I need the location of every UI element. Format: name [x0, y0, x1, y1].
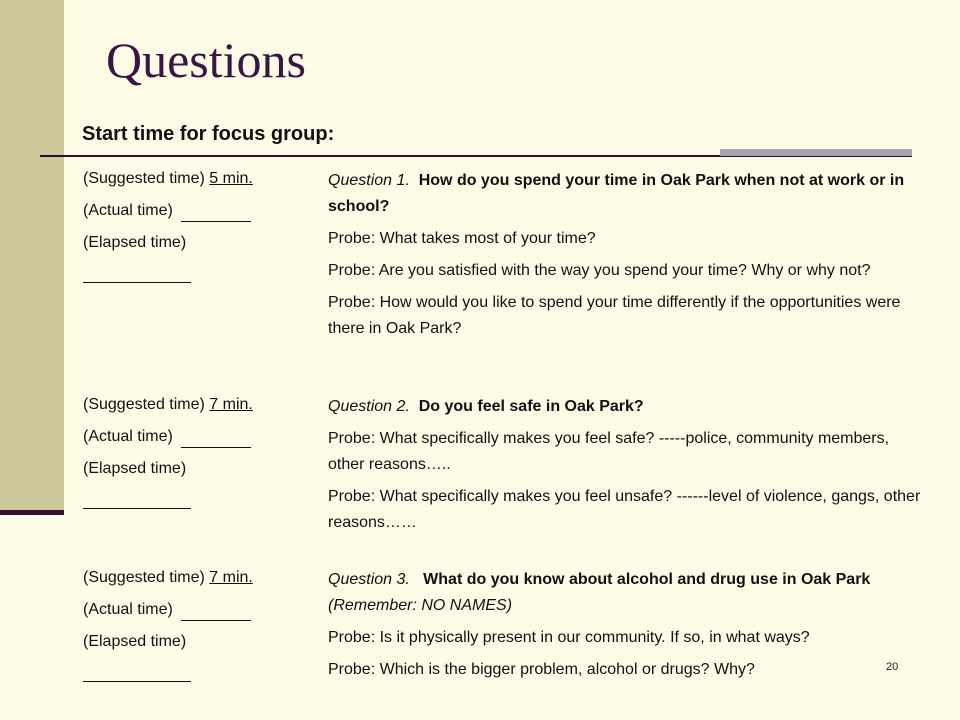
elapsed-time-blank	[83, 264, 191, 283]
elapsed-time-row	[83, 631, 319, 663]
elapsed-time-label: (Elapsed time)	[83, 460, 187, 477]
actual-time-blank	[181, 205, 251, 222]
suggested-time-label: (Suggested time)	[83, 170, 205, 187]
question-text: What do you know about alcohol and drug use in Oak Park	[423, 571, 871, 588]
suggested-time-row	[83, 567, 319, 599]
question-content-1	[328, 168, 928, 348]
elapsed-time-blank-row	[83, 264, 319, 296]
time-tracker-2	[83, 394, 319, 522]
actual-time-row	[83, 426, 319, 458]
actual-time-blank	[181, 604, 251, 621]
elapsed-time-blank-row	[83, 663, 319, 695]
question-text: Do you feel safe in Oak Park?	[418, 398, 644, 415]
probe: Probe: How would you like to spend your time differently if the opportunities were there in Oak Park?	[328, 294, 901, 337]
actual-time-row	[83, 599, 319, 631]
actual-time-label: (Actual time)	[83, 601, 173, 618]
question-heading	[328, 567, 928, 619]
question-heading	[328, 394, 928, 420]
slide-title: Questions	[106, 32, 306, 88]
question-note: (Remember: NO NAMES)	[328, 597, 513, 614]
elapsed-time-label: (Elapsed time)	[83, 633, 187, 650]
elapsed-time-blank	[83, 663, 191, 682]
actual-time-row	[83, 200, 319, 232]
probe: Probe: What specifically makes you feel unsafe? ------level of violence, gangs, other reasons……	[328, 488, 921, 531]
question-label: Question 2.	[328, 398, 410, 415]
focus-group-start-time-label: Start time for focus group:	[82, 123, 335, 145]
suggested-time-label: (Suggested time)	[83, 396, 205, 413]
suggested-time-row	[83, 394, 319, 426]
elapsed-time-blank-row	[83, 490, 319, 522]
question-heading	[328, 168, 928, 220]
suggested-time-label: (Suggested time)	[83, 569, 205, 586]
time-tracker-1	[83, 168, 319, 296]
left-decorative-bar	[0, 0, 64, 512]
suggested-time-row	[83, 168, 319, 200]
actual-time-label: (Actual time)	[83, 428, 173, 445]
question-label: Question 1.	[328, 172, 410, 189]
time-tracker-3	[83, 567, 319, 695]
question-content-3	[328, 567, 928, 689]
probe: Probe: What specifically makes you feel safe? -----police, community members, other reasons…..	[328, 430, 890, 473]
divider-accent	[720, 149, 912, 156]
suggested-time-value: 7 min.	[209, 569, 253, 586]
actual-time-blank	[181, 431, 251, 448]
probe: Probe: Are you satisfied with the way you spend your time? Why or why not?	[328, 262, 871, 279]
left-bar-accent	[0, 510, 64, 515]
page-number: 20	[886, 661, 899, 673]
actual-time-label: (Actual time)	[83, 202, 173, 219]
elapsed-time-label: (Elapsed time)	[83, 234, 187, 251]
probe: Probe: Which is the bigger problem, alcohol or drugs? Why?	[328, 661, 755, 678]
elapsed-time-row	[83, 458, 319, 490]
question-text: How do you spend your time in Oak Park when not at work or in school?	[328, 172, 905, 215]
suggested-time-value: 7 min.	[209, 396, 253, 413]
probe: Probe: What takes most of your time?	[328, 230, 596, 247]
question-label: Question 3.	[328, 571, 410, 588]
suggested-time-value: 5 min.	[209, 170, 253, 187]
question-content-2	[328, 394, 928, 542]
elapsed-time-blank	[83, 490, 191, 509]
probe: Probe: Is it physically present in our community. If so, in what ways?	[328, 629, 810, 646]
elapsed-time-row	[83, 232, 319, 264]
